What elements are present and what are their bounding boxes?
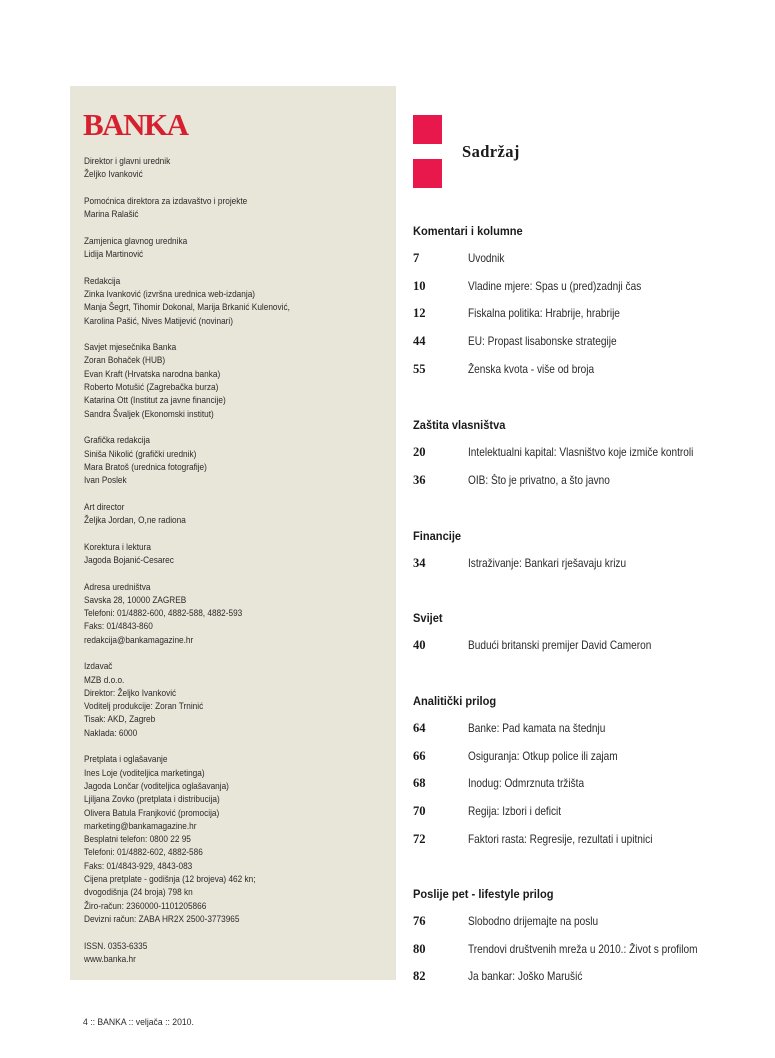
toc-page-number: 70 (413, 804, 426, 819)
toc-page-number: 20 (413, 445, 426, 459)
credit-line: Karolina Pašić, Nives Matijević (novinari) (84, 314, 234, 326)
credit-line: Cijena pretplate - godišnja (12 brojeva) 462 kn; (84, 873, 256, 885)
credit-heading: Grafička redakcija (84, 434, 151, 446)
toc-title: Sadržaj (462, 142, 520, 161)
credit-line: Jagoda Bojanić-Cesarec (84, 553, 174, 565)
toc-page-number: 82 (413, 969, 426, 984)
credit-heading: Direktor i glavni urednik (84, 155, 171, 166)
credit-group (84, 340, 396, 420)
credit-heading: Korektura i lektura (84, 540, 151, 552)
credit-line: Manja Šegrt, Tihomir Dokonal, Marija Brkanić Kulenović, (84, 301, 290, 313)
toc-entry-title: Ženska kvota - više od broja (468, 362, 595, 376)
toc-page-number: 64 (413, 721, 426, 735)
credit-group (84, 659, 396, 739)
page-footer: 4 :: BANKA :: veljača :: 2010. (83, 1017, 194, 1028)
toc-page-number: 36 (413, 472, 426, 487)
credit-heading: ISSN. 0353-6335 (84, 939, 148, 951)
credit-group (84, 274, 396, 327)
toc-entry-title: Osiguranja: Otkup police ili zajam (468, 749, 618, 763)
accent-square-bottom (413, 159, 442, 188)
toc-section-title: Svijet (413, 611, 443, 625)
credit-group (84, 194, 396, 221)
toc-entry-title: Ja bankar: Joško Marušić (468, 970, 583, 984)
credit-line: Željko Ivanković (84, 168, 143, 180)
toc-entry-title: Inodug: Odmrznuta tržišta (468, 777, 585, 791)
credit-line: marketing@bankamagazine.hr (84, 819, 197, 831)
toc-page-number: 7 (413, 251, 420, 265)
toc-entry-title: Fiskalna politika: Hrabrije, hrabrije (468, 307, 620, 321)
credit-line: Lidija Martinović (84, 248, 144, 260)
credit-heading: Savjet mjesečnika Banka (84, 341, 177, 353)
credit-line: Zoran Bohaček (HUB) (84, 354, 166, 366)
credit-heading: Pomoćnica direktora za izdavaštvo i projekte (84, 194, 248, 206)
credit-group (84, 500, 396, 527)
credit-line: www.banka.hr (84, 952, 136, 964)
credit-line: Naklada: 6000 (84, 726, 138, 738)
credit-line: redakcija@bankamagazine.hr (84, 633, 194, 645)
toc-section-title: Financije (413, 529, 462, 543)
credit-line: Ljiljana Zovko (pretplata i distribucija) (84, 793, 220, 805)
credit-line: Siniša Nikolić (grafički urednik) (84, 447, 197, 459)
credit-line: Devizni račun: ZABA HR2X 2500-3773965 (84, 912, 240, 924)
toc-page-number: 55 (413, 361, 426, 376)
credit-line: Faks: 01/4843-860 (84, 620, 153, 632)
credit-group (84, 752, 396, 925)
toc-page-number: 80 (413, 941, 426, 956)
toc-entry-title: OIB: Što je privatno, a što javno (468, 473, 610, 487)
credit-group (84, 154, 396, 181)
credit-line: MZB d.o.o. (84, 673, 125, 685)
toc-page-number: 10 (413, 278, 426, 293)
credit-line: Željka Jordan, O,ne radiona (84, 514, 186, 526)
toc-page-number: 34 (413, 556, 426, 570)
credit-line: Savska 28, 10000 ZAGREB (84, 593, 187, 605)
masthead-panel (70, 86, 396, 980)
credit-line: Direktor: Željko Ivanković (84, 686, 177, 698)
credit-line: Ines Loje (voditeljica marketinga) (84, 766, 205, 778)
toc-page-number: 76 (413, 914, 426, 928)
credit-line: Roberto Motušić (Zagrebačka burza) (84, 381, 219, 393)
credit-line: Evan Kraft (Hrvatska narodna banka) (84, 367, 221, 379)
credit-line: Besplatni telefon: 0800 22 95 (84, 833, 191, 845)
toc-entry-title: Faktori rasta: Regresije, rezultati i upitnici (468, 832, 653, 846)
credit-heading: Pretplata i oglašavanje (84, 753, 168, 765)
toc-page-number: 40 (413, 638, 426, 652)
credit-line: Mara Bratoš (urednica fotografije) (84, 460, 207, 472)
credit-line: Voditelj produkcije: Zoran Trninić (84, 700, 204, 712)
credit-group (84, 939, 396, 966)
toc-page-number: 12 (413, 306, 426, 321)
toc-section-title: Poslije pet - lifestyle prilog (413, 887, 554, 901)
credit-line: Žiro-račun: 2360000-1101205866 (84, 899, 207, 911)
masthead-credits (84, 154, 396, 965)
credit-group (84, 580, 396, 646)
credit-heading: Adresa uredništva (84, 580, 151, 592)
credit-line: Telefoni: 01/4882-602, 4882-586 (84, 846, 203, 858)
credit-line: Telefoni: 01/4882-600, 4882-588, 4882-593 (84, 607, 243, 619)
credit-heading: Zamjenica glavnog urednika (84, 234, 188, 246)
toc-page-number: 66 (413, 748, 426, 763)
credit-line: Faks: 01/4843-929, 4843-083 (84, 859, 193, 871)
toc-page-number: 44 (413, 334, 426, 349)
toc-entry-title: Intelektualni kapital: Vlasništvo koje izmiče kontroli (468, 446, 694, 459)
toc-page-number: 68 (413, 776, 426, 791)
toc-entry-title: Vladine mjere: Spas u (pred)zadnji čas (468, 279, 642, 293)
toc-entry-title: Trendovi društvenih mreža u 2010.: Život s profilom (468, 942, 698, 956)
credit-heading: Redakcija (84, 274, 121, 286)
credit-line: Ivan Poslek (84, 474, 127, 486)
toc-section-title: Analitički prilog (413, 694, 497, 708)
credit-line: Tisak: AKD, Zagreb (84, 713, 156, 725)
toc-entry-title: Uvodnik (468, 252, 505, 265)
toc-page-number: 72 (413, 831, 426, 846)
credit-group (84, 433, 396, 486)
credit-line: Jagoda Lončar (voditeljica oglašavanja) (84, 779, 229, 791)
toc-entry-title: Istraživanje: Bankari rješavaju krizu (468, 557, 627, 570)
credit-group (84, 540, 396, 567)
credit-line: Katarina Ott (Institut za javne financije) (84, 394, 226, 406)
toc-entry-title: Budući britanski premijer David Cameron (468, 639, 652, 652)
toc-section-title: Komentari i kolumne (413, 224, 523, 238)
credit-heading: Art director (84, 500, 125, 512)
credit-line: Zinka Ivanković (izvršna urednica web-izdanja) (84, 287, 256, 299)
credit-line: dvogodišnja (24 broja) 798 kn (84, 886, 193, 898)
toc-entry-title: Slobodno drijemajte na poslu (468, 915, 599, 928)
toc-section-title: Zaštita vlasništva (413, 418, 506, 432)
toc-entry-title: Banke: Pad kamata na štednju (468, 722, 606, 735)
credit-heading: Izdavač (84, 660, 113, 672)
credit-line: Sandra Švaljek (Ekonomski institut) (84, 407, 214, 419)
accent-square-top (413, 115, 442, 144)
toc-entry-title: Regija: Izbori i deficit (468, 805, 562, 819)
credit-line: Olivera Batula Franjković (promocija) (84, 806, 220, 818)
credit-group (84, 234, 396, 261)
credit-line: Marina Ralašić (84, 208, 139, 220)
toc-entry-title: EU: Propast lisabonske strategije (468, 335, 617, 349)
banka-logo: BANKA (83, 107, 188, 142)
